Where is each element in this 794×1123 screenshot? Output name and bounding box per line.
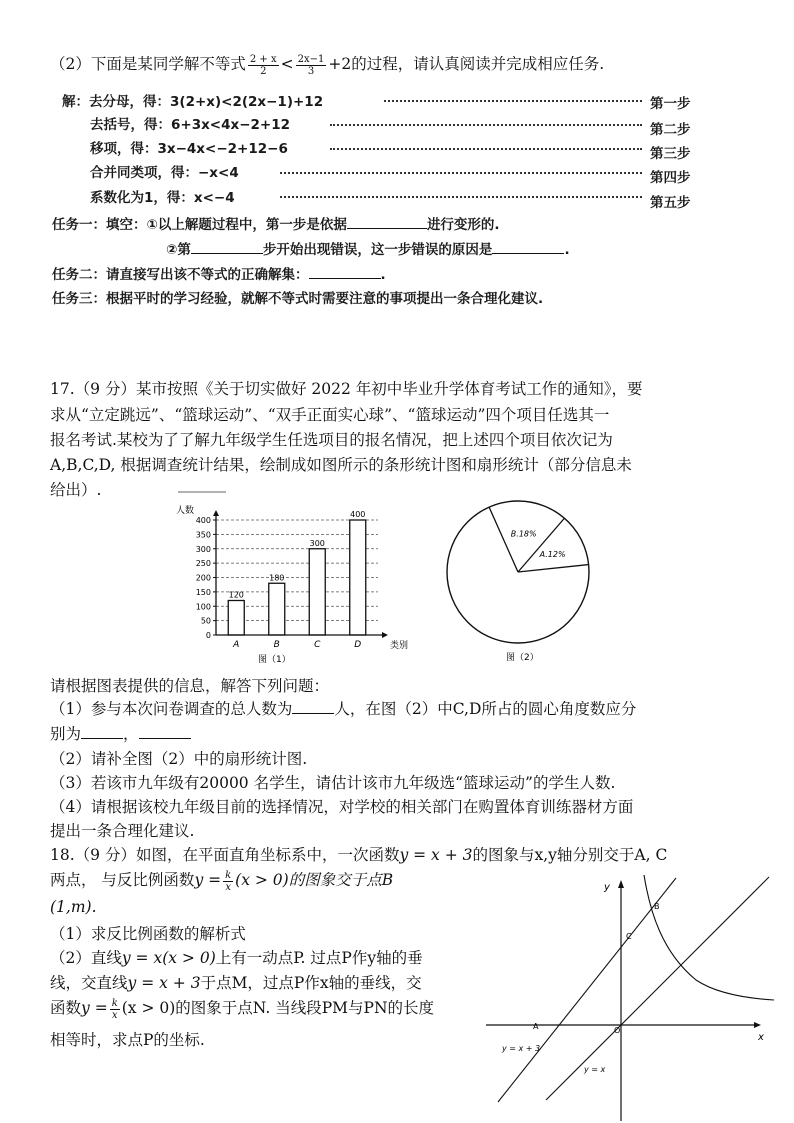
step-4-label: 第四步: [650, 170, 691, 186]
q17-after: 请根据图表提供的信息，解答下列问题：: [50, 677, 330, 695]
bar-value-label-D: 400: [350, 510, 366, 519]
q18-line-2: [50, 868, 393, 893]
step-1-dots: [384, 100, 642, 102]
pie-radius-2: [489, 507, 518, 572]
x-axis-label: 类别: [390, 641, 409, 651]
frac-x-2: x: [111, 1009, 118, 1021]
sub1-text-c: 别为: [50, 725, 82, 743]
q17-sub1-cont: [50, 722, 191, 744]
q17-line-3: 报名考试.某校为了了解九年级学生任选项目的报名情况，把上述四个项目依次记为: [50, 431, 613, 449]
bar-value-label-C: 300: [309, 538, 325, 548]
y-tick-label: 100: [195, 602, 211, 612]
task1-text-a: 任务一：填空：①以上解题过程中，第一步是依据: [52, 217, 347, 233]
step-3-label: 第三步: [650, 146, 691, 162]
step-2-dots: [330, 124, 642, 126]
sub1-text-d: ，: [123, 725, 139, 743]
q18-sub2-line-2: [50, 971, 422, 993]
q17-sub4-a: （4）请根据该校九年级目前的选择情况，对学校的相关部门在购置体育训练器材方面: [50, 798, 634, 816]
task-2: [52, 263, 386, 283]
y-tick-label: 0: [205, 631, 211, 640]
bar-D: [350, 520, 366, 635]
less-than: <: [280, 55, 294, 73]
sub1-blank-d[interactable]: [139, 724, 191, 739]
pie-chart: [440, 490, 600, 670]
step-4-text: 合并同类项，得：−x<4: [90, 165, 239, 181]
task1-blank-2[interactable]: [191, 239, 263, 254]
q18-line-3: (1,m).: [50, 898, 97, 916]
q18-sub1: （1）求反比例函数的解析式: [50, 925, 246, 943]
q18-sub2-line-1: [50, 946, 423, 968]
q18-line2-a: 两点， 与反比例函数: [50, 871, 195, 889]
task1-text-b: 进行变形的.: [426, 217, 500, 233]
task2-text: 任务二：请直接写出该不等式的正确解集：: [52, 267, 309, 283]
bar-chart: [170, 488, 420, 668]
graph-y-label: y: [604, 882, 610, 893]
graph-x-arrow: [754, 1022, 761, 1028]
q17-line-4: A,B,C,D, 根据调查统计结果，绘制成如图所示的条形统计图和扇形统计（部分信息未: [50, 456, 632, 474]
frac1-denominator: 2: [260, 65, 267, 77]
sub1-text-b: 人，在图（2）中C,D所占的圆心角度数应分: [334, 700, 637, 718]
q17-line-5: 给出）.: [50, 481, 102, 499]
bar-value-label-A: 120: [228, 590, 244, 600]
intro-text-b: +2的过程，请认真阅读并完成相应任务.: [328, 55, 605, 73]
step-3-text: 移项，得：3x−4x<−2+12−6: [90, 141, 288, 157]
frac-k-2: k: [111, 997, 118, 1009]
pie-slice-label: B.18%: [510, 529, 537, 539]
y-tick-label: 50: [200, 616, 211, 626]
q18-text-a: 18.（9 分）如图，在平面直角坐标系中，一次函数: [50, 846, 400, 864]
q18-text-c: 的图象与x,y轴分别交于A, C: [472, 846, 668, 864]
q18-sub2-h: (x > 0)的图象于点N. 当线段PM与PN的长度: [121, 999, 435, 1017]
frac1-numerator: 2 + x: [249, 53, 277, 65]
line1-label: y = x + 3: [502, 1044, 541, 1053]
task2-blank[interactable]: [309, 264, 381, 279]
step-1-label: 第一步: [650, 96, 691, 112]
sub1-blank-c[interactable]: [81, 724, 123, 739]
step-5-dots: [280, 196, 642, 198]
x-tick-label-C: C: [314, 640, 321, 650]
sub1-blank-total[interactable]: [292, 699, 334, 714]
q17-sub4-b: 提出一条合理化建议.: [50, 822, 195, 840]
point-a-label: A: [533, 1022, 539, 1031]
q18-line2-b: (x > 0)的图象交于点B: [235, 871, 394, 889]
q18-sub2-c: 上有一动点P. 过点P作y轴的垂: [215, 949, 423, 967]
y-axis-arrow: [213, 510, 219, 516]
q18-sub2-line-4: 相等时，求点P的坐标.: [50, 1031, 205, 1049]
q18-sub2-g: 函数: [50, 999, 82, 1017]
task1-text-c: ②第: [166, 242, 191, 258]
frac2-denominator: 3: [307, 65, 315, 77]
task1-blank-1[interactable]: [347, 214, 427, 229]
task2-text-b: .: [380, 267, 386, 283]
q18-frac-k: [223, 870, 233, 893]
step-5-text: 系数化为1，得：x<−4: [90, 190, 235, 206]
bar-ticks: [196, 516, 216, 640]
y-tick-label: 400: [195, 516, 211, 525]
q18-frac-k-2: [110, 998, 120, 1021]
task-1-line-1: [52, 213, 500, 233]
part2-intro: [50, 52, 604, 77]
frac2-numerator: 2x−1: [297, 53, 325, 65]
graph-origin-label: O: [614, 1026, 621, 1035]
line2-label: y = x: [584, 1065, 606, 1074]
point-c-label: C: [626, 932, 632, 941]
bar-C: [309, 549, 325, 635]
pie-chart-title: 图（2）: [506, 653, 539, 663]
task-3: 任务三：根据平时的学习经验，就解不等式时需要注意的事项提出一条合理化建议.: [52, 291, 544, 307]
y-tick-label: 200: [195, 573, 211, 583]
q18-sub2-d: 线，交直线: [50, 974, 128, 992]
bar-marks: [228, 510, 366, 650]
intro-text: （2）下面是某同学解不等式: [50, 55, 246, 73]
task1-text-e: .: [564, 242, 570, 258]
pie-slice-label: A.12%: [539, 549, 566, 559]
fraction-2: [296, 54, 327, 77]
y-tick-label: 150: [195, 587, 211, 597]
bar-B: [269, 583, 285, 635]
q18-sub2-e: y = x + 3: [127, 974, 201, 992]
x-tick-label-D: D: [354, 640, 362, 650]
y-tick-label: 350: [195, 530, 211, 540]
q17-line-2: 求从“立定跳远”、“篮球运动”、“双手正面实心球”、“篮球运动”四个项目任选其一: [50, 406, 610, 424]
graph-x-label: x: [758, 1032, 764, 1043]
q18-sub2-b: y = x(x > 0): [121, 949, 216, 967]
x-axis-arrow: [382, 632, 388, 638]
y-axis-label: 人数: [176, 506, 195, 516]
q17-sub3: （3）若该市九年级有20000 名学生，请估计该市九年级选“篮球运动”的学生人数.: [50, 774, 616, 792]
task1-text-d: 步开始出现错误，这一步错误的原因是: [262, 242, 493, 258]
graph-y-arrow: [618, 880, 624, 888]
pie-radius-0: [518, 565, 589, 572]
step-4-dots: [280, 172, 642, 174]
step-5-label: 第五步: [650, 195, 691, 211]
step-3-dots: [330, 148, 642, 150]
q18-line-1: [50, 843, 667, 865]
bar-chart-title: 图（1）: [258, 655, 291, 665]
x-tick-label-A: A: [233, 640, 240, 650]
task-1-line-2: [166, 238, 570, 258]
q17-sub1: [50, 697, 636, 719]
step-2-label: 第二步: [650, 122, 691, 138]
q18-sub2-line-3: [50, 996, 434, 1021]
q17-line-1: 17.（9 分）某市按照《关于切实做好 2022 年初中毕业升学体育考试工作的通知》，要: [50, 380, 643, 398]
step-2-text: 去括号，得：6+3x<4x−2+12: [90, 117, 291, 133]
y-tick-label: 250: [195, 559, 211, 569]
task1-blank-3[interactable]: [492, 239, 564, 254]
q18-linear-fn: y = x + 3: [399, 846, 473, 864]
q18-sub2-a: （2）直线: [50, 949, 122, 967]
q18-yfn: y =: [194, 871, 222, 889]
bar-A: [228, 601, 244, 636]
step-1-text: 解：去分母，得：3(2+x)<2(2x−1)+12: [62, 94, 324, 110]
frac-k: k: [225, 869, 232, 881]
q18-yfn-2: y =: [81, 999, 108, 1017]
sub1-text-a: （1）参与本次问卷调查的总人数为: [50, 700, 293, 718]
y-tick-label: 300: [195, 544, 211, 554]
coordinate-graph: [486, 872, 776, 1122]
bar-value-label-B: 180: [269, 573, 285, 583]
q18-sub2-f: 于点M，过点P作x轴的垂线，交: [200, 974, 422, 992]
point-b-label: B: [654, 902, 660, 911]
fraction-1: [248, 54, 279, 77]
x-tick-label-B: B: [273, 640, 280, 650]
pie-radius-1: [518, 518, 564, 572]
frac-x: x: [225, 881, 231, 893]
pie-slices: [489, 507, 588, 572]
q17-sub2: （2）请补全图（2）中的扇形统计图.: [50, 750, 308, 768]
